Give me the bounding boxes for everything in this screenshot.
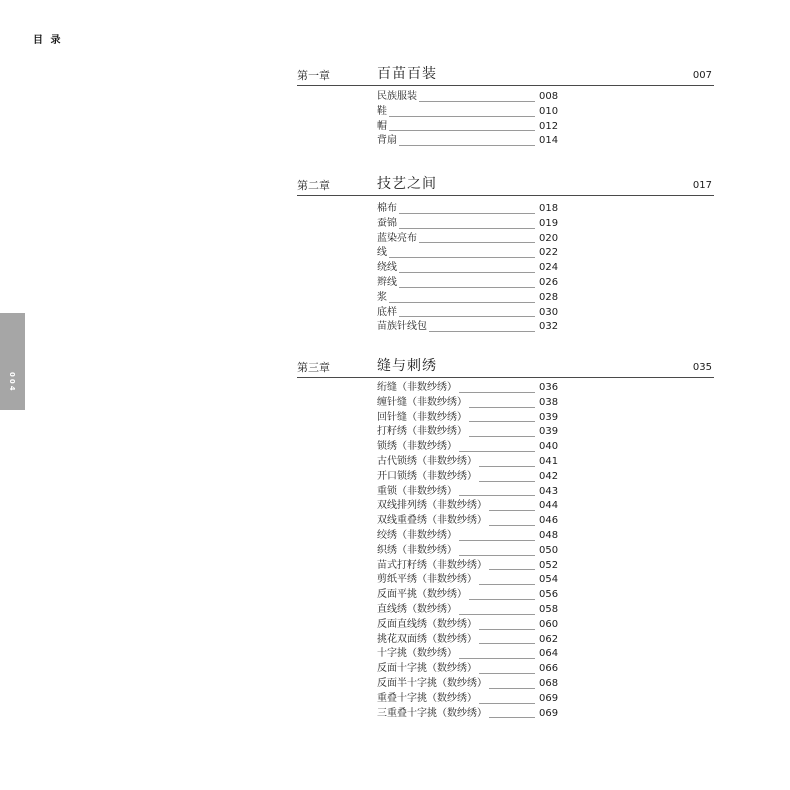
toc-item-leader (399, 272, 535, 273)
toc-item-title: 帽 (377, 120, 387, 132)
chapter-title: 技艺之间 (377, 176, 437, 192)
toc-item-page: 026 (539, 276, 559, 288)
toc-item-page: 024 (539, 262, 559, 274)
toc-item (377, 134, 559, 149)
toc-item-page: 064 (539, 648, 559, 660)
toc-item-title: 鞋 (377, 105, 387, 117)
toc-item-title: 绞绣（非数纱绣） (377, 529, 457, 541)
toc-item-page: 018 (539, 203, 559, 214)
toc-item-title: 缠针缝（非数纱绣） (377, 396, 467, 408)
toc-item-page: 069 (539, 707, 559, 719)
toc-item-title: 剪纸平绣（非数纱绣） (377, 574, 477, 586)
toc-item-title: 反面半十字挑（数纱绣） (377, 677, 487, 689)
page-number: 004 (8, 372, 16, 393)
toc-item (377, 633, 559, 648)
chapter-label: 第二章 (297, 179, 330, 192)
toc-item (377, 217, 559, 232)
toc-item-leader (479, 584, 535, 585)
toc-item-title: 棉布 (377, 203, 397, 214)
toc-item-page: 052 (539, 559, 559, 571)
toc-item (377, 306, 559, 321)
toc-item-page: 038 (539, 396, 559, 408)
toc-item-title: 蚕锦 (377, 217, 397, 229)
toc-item-leader (489, 688, 535, 689)
chapter-page: 017 (692, 180, 712, 191)
toc-item-leader (479, 703, 535, 704)
toc-item-title: 辫线 (377, 276, 397, 288)
toc-item-leader (419, 101, 535, 102)
toc-item-title: 三重叠十字挑（数纱绣） (377, 707, 487, 719)
page-title: 目 录 (33, 35, 63, 46)
toc-item (377, 647, 559, 662)
toc-item (377, 677, 559, 692)
toc-item-page: 062 (539, 633, 559, 645)
toc-item-page: 058 (539, 603, 559, 615)
toc-item-page: 010 (539, 105, 559, 117)
toc-item-leader (459, 451, 535, 452)
toc-item (377, 291, 559, 306)
toc-item-title: 反面平挑（数纱绣） (377, 589, 467, 601)
toc-item-page: 036 (539, 382, 559, 393)
toc-item (377, 425, 559, 440)
toc-item-page: 022 (539, 247, 559, 259)
toc-item-leader (399, 228, 535, 229)
toc-item-title: 背扇 (377, 135, 397, 147)
chapter-header (297, 66, 714, 86)
toc-item-page: 019 (539, 217, 559, 229)
toc-item-leader (469, 436, 535, 437)
toc-item-leader (429, 331, 535, 332)
toc-item-title: 底样 (377, 306, 397, 318)
toc-item (377, 485, 559, 500)
toc-item (377, 573, 559, 588)
toc-item-page: 014 (539, 135, 559, 147)
toc-item-page: 040 (539, 441, 559, 453)
toc-item-title: 反面直线绣（数纱绣） (377, 618, 477, 630)
toc-item (377, 202, 559, 217)
toc-item-page: 032 (539, 321, 559, 333)
toc-item (377, 559, 559, 574)
toc-item (377, 499, 559, 514)
toc-item-page: 039 (539, 411, 559, 423)
toc-item-page: 044 (539, 500, 559, 512)
toc-item (377, 692, 559, 707)
page-tab (0, 313, 25, 410)
toc-item-leader (489, 569, 535, 570)
toc-item-page: 028 (539, 291, 559, 303)
chapter-label: 第三章 (297, 361, 330, 374)
toc-item (377, 529, 559, 544)
toc-item-title: 反面十字挑（数纱绣） (377, 663, 477, 675)
toc-item (377, 90, 559, 105)
toc-item (377, 320, 559, 335)
toc-item-leader (389, 302, 535, 303)
chapter-page: 007 (692, 70, 712, 81)
toc-item-leader (459, 658, 535, 659)
toc-item-page: 068 (539, 677, 559, 689)
toc-item-leader (389, 130, 535, 131)
toc-item-page: 056 (539, 589, 559, 601)
toc-item-title: 十字挑（数纱绣） (377, 648, 457, 660)
toc-item (377, 105, 559, 120)
toc-item-leader (389, 116, 535, 117)
toc-item (377, 514, 559, 529)
toc-item-title: 民族服装 (377, 91, 417, 102)
toc-item (377, 440, 559, 455)
toc-item-title: 打籽绣（非数纱绣） (377, 426, 467, 438)
toc-item-leader (479, 481, 535, 482)
toc-item-page: 060 (539, 618, 559, 630)
chapter-title: 百苗百装 (377, 66, 437, 82)
toc-item (377, 246, 559, 261)
toc-item-leader (479, 643, 535, 644)
chapter-label: 第一章 (297, 69, 330, 82)
toc-item-leader (459, 495, 535, 496)
toc-item-page: 069 (539, 692, 559, 704)
toc-item (377, 618, 559, 633)
toc-item (377, 411, 559, 426)
toc-item-leader (459, 540, 535, 541)
chapter-item-list (377, 90, 559, 149)
toc-item (377, 603, 559, 618)
chapter-header (297, 358, 714, 378)
toc-item-leader (399, 316, 535, 317)
toc-item (377, 470, 559, 485)
toc-item-title: 线 (377, 247, 387, 259)
toc-item-title: 挑花双面绣（数纱绣） (377, 633, 477, 645)
toc-item (377, 381, 559, 396)
chapter-header (297, 176, 714, 196)
toc-item-leader (399, 145, 535, 146)
toc-item-title: 直线绣（数纱绣） (377, 603, 457, 615)
toc-item-leader (469, 599, 535, 600)
toc-item-title: 苗式打籽绣（非数纱绣） (377, 559, 487, 571)
toc-item-leader (479, 673, 535, 674)
chapter-title: 缝与刺绣 (377, 358, 437, 374)
toc-item (377, 707, 559, 722)
toc-item-title: 双线排列绣（非数纱绣） (377, 500, 487, 512)
chapter-item-list (377, 202, 559, 335)
toc-item-page: 020 (539, 232, 559, 244)
toc-item-leader (489, 717, 535, 718)
toc-item (377, 276, 559, 291)
toc-item-title: 浆 (377, 291, 387, 303)
toc-item-page: 012 (539, 120, 559, 132)
toc-item (377, 588, 559, 603)
toc-item-page: 048 (539, 529, 559, 541)
toc-item-page: 046 (539, 515, 559, 527)
toc-item-title: 蓝染亮布 (377, 232, 417, 244)
toc-item-page: 041 (539, 455, 559, 467)
toc-item-page: 030 (539, 306, 559, 318)
toc-item-title: 开口锁绣（非数纱绣） (377, 470, 477, 482)
chapter-item-list (377, 381, 559, 721)
toc-item-leader (459, 392, 535, 393)
toc-item-title: 苗族针线包 (377, 321, 427, 333)
toc-item-page: 066 (539, 663, 559, 675)
toc-item-page: 008 (539, 91, 559, 102)
toc-item-leader (399, 213, 535, 214)
toc-item-leader (489, 525, 535, 526)
toc-item-leader (479, 629, 535, 630)
toc-item-leader (459, 614, 535, 615)
toc-item-leader (389, 257, 535, 258)
toc-item-title: 绗缝（非数纱绣） (377, 382, 457, 393)
toc-item-title: 重叠十字挑（数纱绣） (377, 692, 477, 704)
toc-item-page: 043 (539, 485, 559, 497)
toc-item-leader (469, 421, 535, 422)
toc-item-leader (479, 466, 535, 467)
toc-item (377, 261, 559, 276)
toc-item-leader (419, 242, 535, 243)
chapter-page: 035 (692, 362, 712, 373)
toc-item (377, 232, 559, 247)
toc-item (377, 455, 559, 470)
toc-item (377, 544, 559, 559)
toc-item-title: 织绣（非数纱绣） (377, 544, 457, 556)
toc-item-page: 039 (539, 426, 559, 438)
toc-item-page: 054 (539, 574, 559, 586)
toc-item (377, 120, 559, 135)
toc-item-title: 古代锁绣（非数纱绣） (377, 455, 477, 467)
toc-item-leader (469, 407, 535, 408)
toc-item (377, 662, 559, 677)
toc-item-leader (489, 510, 535, 511)
toc-item-title: 锁绣（非数纱绣） (377, 441, 457, 453)
toc-item-title: 回针缝（非数纱绣） (377, 411, 467, 423)
toc-item-page: 050 (539, 544, 559, 556)
toc-item-leader (459, 555, 535, 556)
toc-item-title: 重锁（非数纱绣） (377, 485, 457, 497)
toc-item-leader (399, 287, 535, 288)
toc-item-page: 042 (539, 470, 559, 482)
toc-item-title: 绕线 (377, 262, 397, 274)
toc-item-title: 双线重叠绣（非数纱绣） (377, 515, 487, 527)
toc-item (377, 396, 559, 411)
